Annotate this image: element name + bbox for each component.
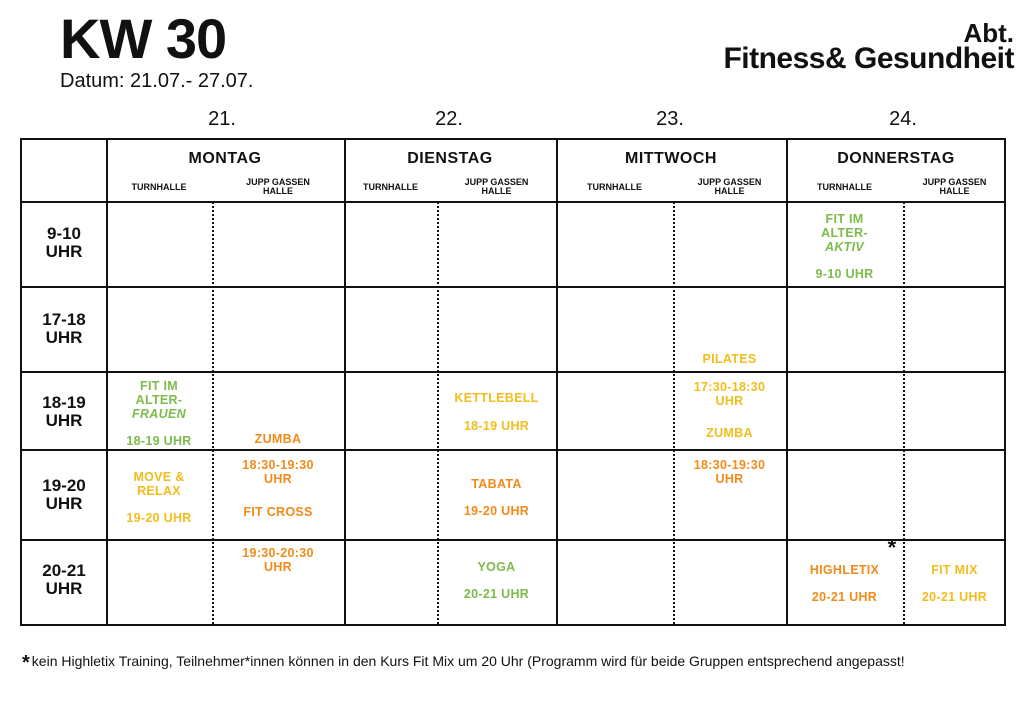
schedule-table: [20, 138, 1006, 626]
day-header-tuesday: DIENSTAG: [407, 150, 493, 167]
time-slot-20-21: 20-21 UHR: [42, 561, 86, 598]
day-header-thursday: DONNERSTAG: [837, 150, 955, 167]
footnote-asterisk: *: [22, 652, 30, 674]
hall-label-jupp-gassen: JUPP GASSEN HALLE: [697, 177, 762, 196]
day-number-thu: 24.: [889, 108, 917, 130]
event-zumba-wednesday: 17:30-18:30 UHR ZUMBA: [693, 380, 766, 440]
event-fit-mix: FIT MIX 20-21 UHR: [921, 563, 988, 604]
asterisk-mark: *: [887, 535, 897, 560]
hall-label-turnhalle: TURNHALLE: [587, 182, 642, 192]
row-divider: [22, 539, 1004, 541]
event-highletix: HIGHLETIX 20-21 UHR: [809, 563, 880, 604]
hall-label-turnhalle: TURNHALLE: [363, 182, 418, 192]
event-fit-im-alter-frauen: FIT IM ALTER- FRAUEN 18-19 UHR: [126, 379, 192, 448]
day-number-wed: 23.: [656, 108, 684, 130]
date-range: Datum: 21.07.- 27.07.: [60, 70, 254, 92]
hall-label-jupp-gassen: JUPP GASSEN HALLE: [922, 177, 987, 196]
event-zumba: ZUMBA: [254, 432, 302, 446]
row-divider: [22, 286, 1004, 288]
hall-label-jupp-gassen: JUPP GASSEN HALLE: [246, 177, 310, 196]
event-tabata: TABATA 19-20 UHR: [463, 477, 530, 518]
hall-label-turnhalle: TURNHALLE: [817, 182, 872, 192]
hall-label-jupp-gassen: JUPP GASSEN HALLE: [464, 177, 529, 196]
time-slot-9-10: 9-10 UHR: [45, 224, 83, 261]
event-fit-cross: 18:30-19:30 UHR FIT CROSS: [242, 458, 314, 519]
time-slot-17-18: 17-18 UHR: [42, 310, 86, 347]
row-divider: [22, 449, 1004, 451]
event-pilates: PILATES: [702, 352, 757, 366]
time-slot-18-19: 18-19 UHR: [42, 393, 86, 430]
row-divider: [22, 371, 1004, 373]
event-time-monday-late: 19:30-20:30 UHR: [242, 546, 314, 574]
hall-label-turnhalle: TURNHALLE: [131, 182, 187, 192]
department-name: Fitness& Gesundheit: [723, 42, 1014, 75]
day-header-wednesday: MITTWOCH: [625, 150, 717, 167]
footnote: [22, 652, 905, 675]
event-kettlebell: KETTLEBELL 18-19 UHR: [454, 391, 539, 433]
hall-divider: [903, 202, 905, 624]
department-label: Abt.: [963, 18, 1014, 48]
column-divider: [344, 140, 346, 624]
week-title: KW 30: [60, 7, 227, 70]
day-number-tue: 22.: [435, 108, 463, 130]
event-yoga: YOGA 20-21 UHR: [463, 560, 530, 601]
row-divider: [22, 201, 1004, 203]
time-slot-19-20: 19-20 UHR: [42, 476, 86, 513]
column-divider: [556, 140, 558, 624]
event-fit-im-alter-aktiv: FIT IM ALTER- AKTIV 9-10 UHR: [815, 212, 874, 281]
event-time-wednesday-evening: 18:30-19:30 UHR: [693, 458, 766, 486]
footnote-text: kein Highletix Training, Teilnehmer*innen können in den Kurs Fit Mix um 20 Uhr (Programm wird für beide Gruppen entsprechend angepasst!: [31, 653, 905, 669]
day-number-mon: 21.: [208, 108, 236, 130]
event-move-relax: MOVE & RELAX 19-20 UHR: [126, 470, 192, 525]
day-header-monday: MONTAG: [188, 150, 262, 167]
